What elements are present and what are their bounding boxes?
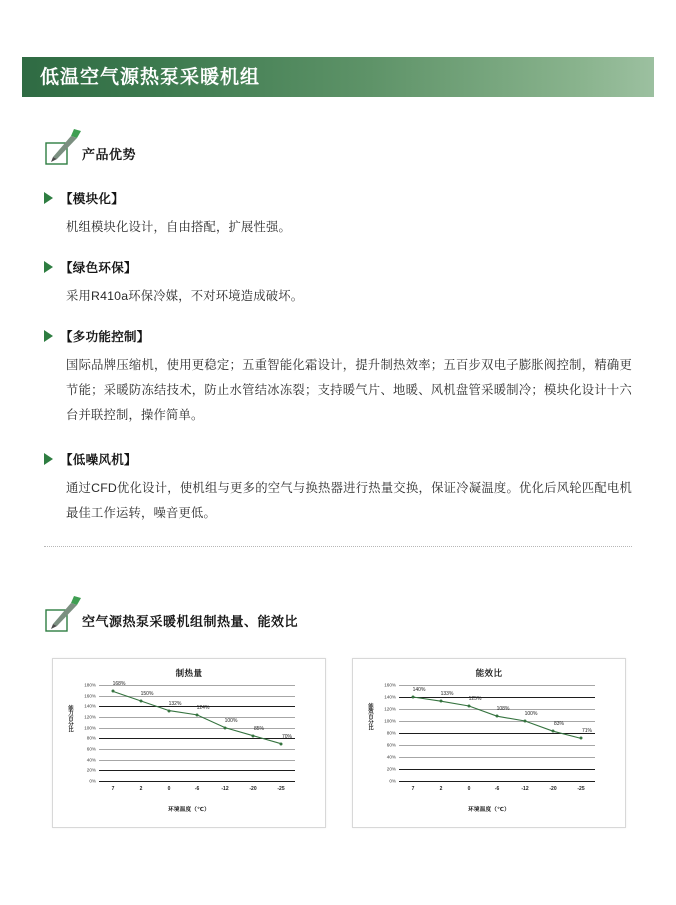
section-divider xyxy=(44,546,632,548)
y-axis-tick-label: 20% xyxy=(386,766,396,772)
y-axis-tick-label: 60% xyxy=(86,746,96,752)
section-title: 产品优势 xyxy=(82,147,137,162)
chart-heating-capacity xyxy=(53,659,325,827)
y-axis-tick-label: 20% xyxy=(86,767,96,773)
x-axis-title: 环境温度（℃） xyxy=(468,807,510,813)
y-axis-title: 能效百分比 xyxy=(367,703,373,730)
advantage-bullet-2 xyxy=(44,327,150,345)
data-point-label: 132% xyxy=(168,700,182,707)
plot-area xyxy=(84,681,295,792)
data-point-marker xyxy=(552,730,555,733)
data-point-marker xyxy=(280,742,283,745)
grid-line xyxy=(99,781,295,782)
data-point-label: 108% xyxy=(496,706,510,713)
data-point-marker xyxy=(496,715,499,718)
y-axis-tick-label: 0% xyxy=(89,778,96,784)
y-axis-tick-label: 100% xyxy=(384,718,396,724)
y-axis-tick-label: 140% xyxy=(84,703,96,709)
check-pen-icon xyxy=(44,128,86,166)
grid-line xyxy=(399,781,595,782)
y-axis-tick-label: 140% xyxy=(384,694,396,700)
x-axis-tick-label: -12 xyxy=(521,786,529,792)
section-title: 空气源热泵采暖机组制热量、能效比 xyxy=(82,614,299,629)
data-point-label: 70% xyxy=(281,733,293,740)
x-axis-tick-label: -25 xyxy=(277,786,285,792)
advantage-label: 【绿色环保】 xyxy=(60,261,137,275)
chart-card-cop xyxy=(352,658,626,828)
data-point-marker xyxy=(196,713,199,716)
series-line xyxy=(399,685,595,781)
x-axis-tick-label: 7 xyxy=(411,786,415,792)
y-axis-tick-label: 160% xyxy=(84,693,96,699)
y-axis-tick-label: 40% xyxy=(386,754,396,760)
triangle-bullet-icon xyxy=(44,261,53,273)
triangle-bullet-icon xyxy=(44,330,53,342)
y-axis-tick-label: 180% xyxy=(84,682,96,688)
data-point-label: 124% xyxy=(196,704,210,711)
x-axis-tick-label: -6 xyxy=(194,786,200,792)
advantage-bullet-1 xyxy=(44,258,137,276)
section-heading-charts xyxy=(44,595,298,633)
x-axis-tick-label: 2 xyxy=(439,786,443,792)
y-axis-tick-label: 120% xyxy=(384,706,396,712)
data-point-label: 140% xyxy=(412,687,426,693)
y-axis-tick-label: 60% xyxy=(386,742,396,748)
triangle-bullet-icon xyxy=(44,192,53,204)
plot-area xyxy=(384,682,595,792)
x-axis-tick-label: 0 xyxy=(467,786,471,792)
data-point-marker xyxy=(440,700,443,703)
advantage-body-3: 通过CFD优化设计，使机组与更多的空气与换热器进行热量交换，保证冷凝温度。优化后风轮匹配电机最佳工作运转，噪音更低。 xyxy=(66,481,632,521)
advantage-body-0: 机组模块化设计，自由搭配，扩展性强。 xyxy=(66,220,291,234)
advantage-body-1: 采用R410a环保冷媒，不对环境造成破坏。 xyxy=(66,289,304,303)
x-axis-title: 环境温度（℃） xyxy=(168,807,210,813)
x-axis-tick-label: -20 xyxy=(249,786,257,792)
y-axis-tick-label: 120% xyxy=(84,714,96,720)
y-axis-tick-label: 80% xyxy=(386,730,396,736)
series-line xyxy=(99,685,295,781)
chart-cop xyxy=(353,659,625,827)
check-pen-icon xyxy=(44,595,86,633)
data-point-label: 100% xyxy=(524,711,538,717)
x-axis-tick-label: -12 xyxy=(221,786,229,792)
data-point-label: 133% xyxy=(440,691,454,698)
data-point-label: 100% xyxy=(224,717,238,724)
x-axis-tick-label: 0 xyxy=(167,786,171,792)
y-axis-title: 能力百分比 xyxy=(67,705,73,732)
chart-card-heating-capacity xyxy=(52,658,326,828)
y-axis-tick-label: 40% xyxy=(86,757,96,763)
data-point-marker xyxy=(580,737,583,740)
data-point-marker xyxy=(112,690,115,693)
data-point-marker xyxy=(412,696,415,699)
section-heading-advantages xyxy=(44,128,136,166)
data-point-label: 168% xyxy=(112,681,126,688)
data-point-label: 150% xyxy=(140,691,154,697)
data-point-marker xyxy=(252,734,255,737)
page-title: 低温空气源热泵采暖机组 xyxy=(40,66,261,88)
y-axis-tick-label: 100% xyxy=(84,725,96,731)
data-point-label: 71% xyxy=(581,728,593,735)
advantage-label: 【低噪风机】 xyxy=(60,453,137,467)
advantage-bullet-3 xyxy=(44,450,137,468)
advantage-label: 【多功能控制】 xyxy=(60,330,150,344)
x-axis-tick-label: -6 xyxy=(494,786,500,792)
y-axis-tick-label: 80% xyxy=(86,735,96,741)
data-point-marker xyxy=(524,720,527,723)
chart-title: 能效比 xyxy=(475,668,503,678)
data-point-marker xyxy=(468,705,471,708)
advantage-bullet-0 xyxy=(44,189,124,207)
data-point-label: 125% xyxy=(468,696,482,702)
data-point-label: 85% xyxy=(253,725,265,732)
page-header-banner xyxy=(22,57,654,97)
data-point-label: 83% xyxy=(553,721,565,728)
x-axis-tick-label: -25 xyxy=(577,786,585,792)
triangle-bullet-icon xyxy=(44,453,53,465)
advantage-body-2: 国际品牌压缩机，使用更稳定；五重智能化霜设计，提升制热效率；五百步双电子膨胀阀控制，精确更节能；采暖防冻结技术，防止水管结冰冻裂；支持暖气片、地暖、风机盘管采暖制冷；模块化设计十六台并联控制，操作简单。 xyxy=(66,358,632,423)
x-axis-tick-label: 7 xyxy=(111,786,115,792)
x-axis-tick-label: -20 xyxy=(549,786,557,792)
data-point-marker xyxy=(168,709,171,712)
data-point-marker xyxy=(224,726,227,729)
chart-title: 制热量 xyxy=(175,668,203,678)
y-axis-tick-label: 160% xyxy=(384,682,396,688)
data-point-marker xyxy=(140,700,143,703)
y-axis-tick-label: 0% xyxy=(389,778,396,784)
x-axis-tick-label: 2 xyxy=(139,786,143,792)
advantage-label: 【模块化】 xyxy=(60,192,125,206)
